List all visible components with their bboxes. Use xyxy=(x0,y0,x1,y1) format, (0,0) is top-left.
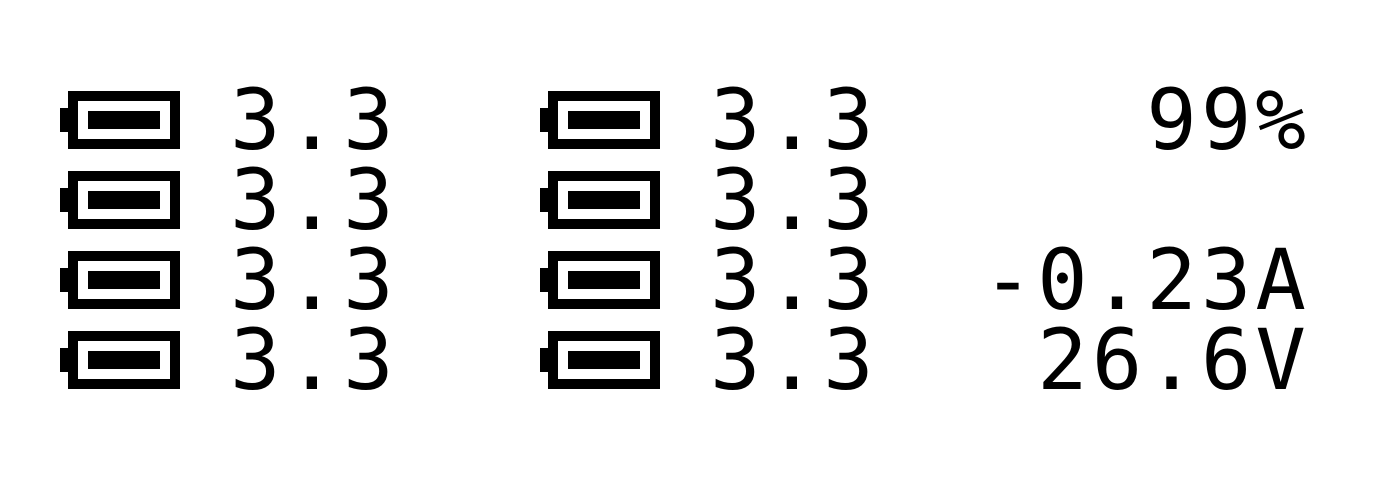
cell-row-right-4 xyxy=(540,311,920,409)
charge-percent: 99% xyxy=(1146,71,1310,169)
cell-row-right-1 xyxy=(540,71,920,169)
cell-voltage: 3.3 xyxy=(230,231,400,329)
pack-current: -0.23A xyxy=(982,231,1310,329)
cell-voltage: 3.3 xyxy=(710,231,880,329)
battery-full-icon xyxy=(540,91,660,149)
cell-row-left-2 xyxy=(60,151,440,249)
cell-row-right-2 xyxy=(540,151,920,249)
pack-voltage: 26.6V xyxy=(1037,311,1310,409)
battery-full-icon xyxy=(540,331,660,389)
cell-voltage: 3.3 xyxy=(230,151,400,249)
cell-voltage: 3.3 xyxy=(230,311,400,409)
cell-voltage: 3.3 xyxy=(710,311,880,409)
battery-full-icon xyxy=(60,331,180,389)
cell-voltage: 3.3 xyxy=(710,151,880,249)
battery-full-icon xyxy=(540,251,660,309)
battery-full-icon xyxy=(60,171,180,229)
cell-row-left-1 xyxy=(60,71,440,169)
battery-full-icon xyxy=(540,171,660,229)
cell-voltage: 3.3 xyxy=(710,71,880,169)
cell-row-right-3 xyxy=(540,231,920,329)
cell-row-left-3 xyxy=(60,231,440,329)
cell-voltage: 3.3 xyxy=(230,71,400,169)
cell-row-left-4 xyxy=(60,311,440,409)
battery-full-icon xyxy=(60,91,180,149)
battery-full-icon xyxy=(60,251,180,309)
